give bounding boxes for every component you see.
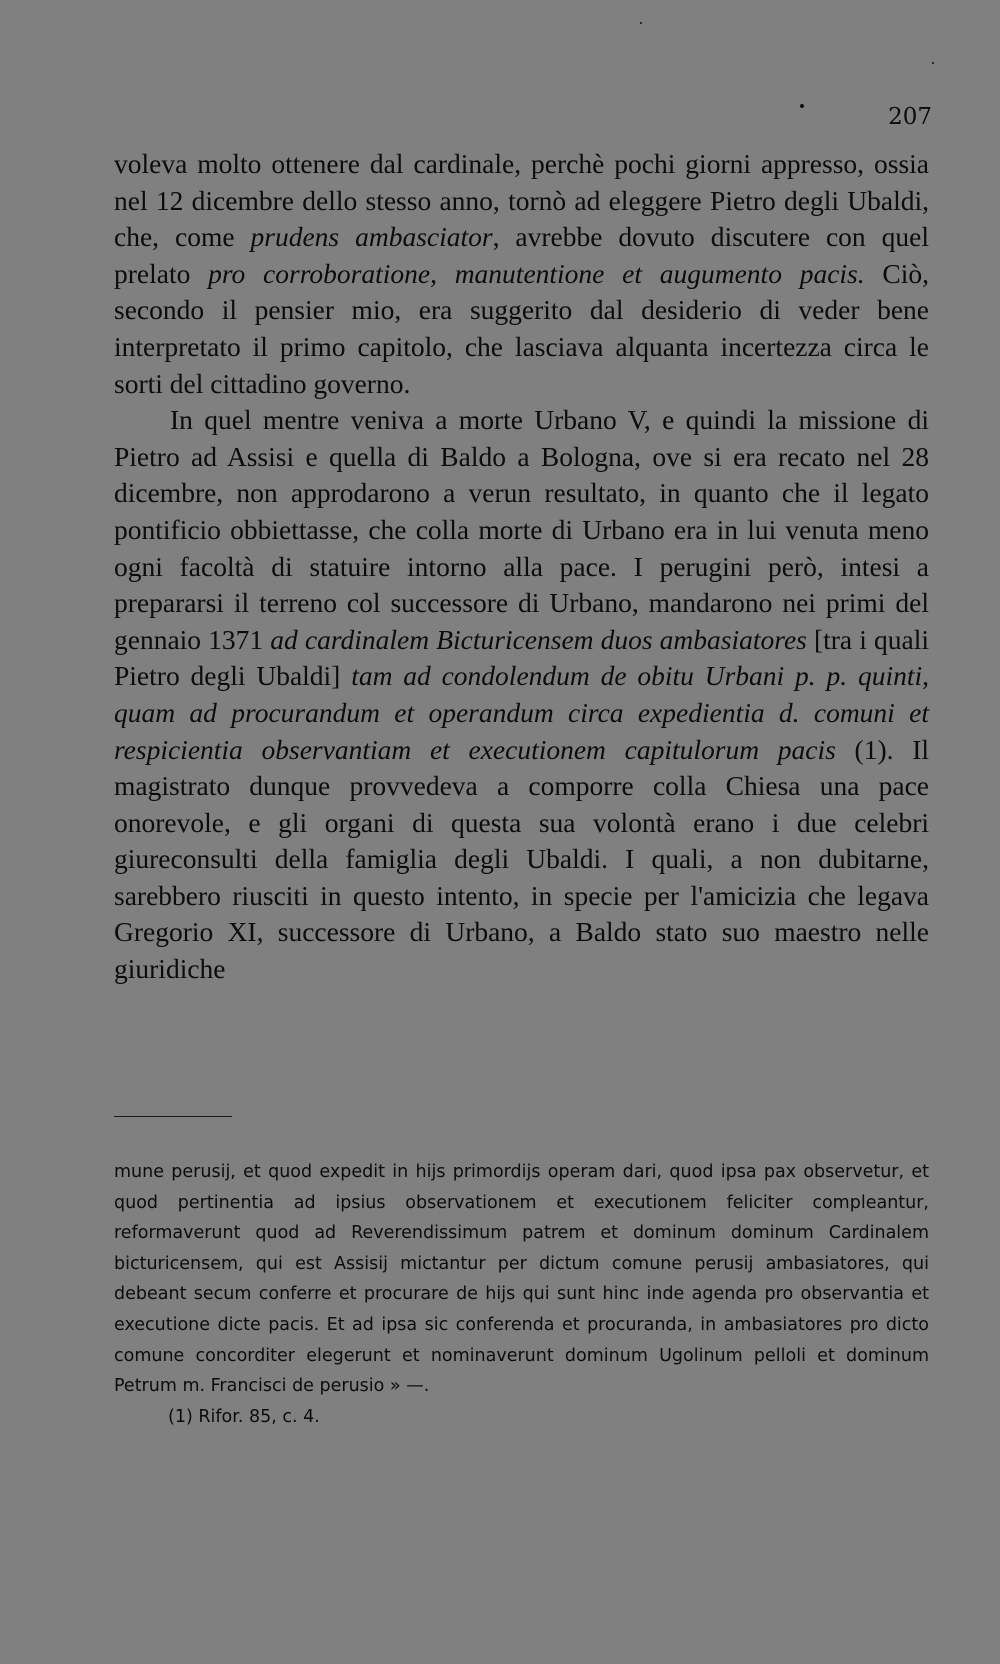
paragraph-2-text-3: (1). Il magistrato dunque provvedeva a comporre colla Chiesa una pace onorevole, e gli organi di questa sua volontà erano i due celebri giureconsulti della famiglia degli Ubaldi. I quali, a non dubitarne, sarebbero riusciti in questo intento, in specie per l'amicizia che legava Gregorio XI, successore di Urbano, a Baldo stato suo maestro nelle giuridiche (114, 733, 929, 985)
paragraph-1-text-1: voleva molto ottenere dal cardinale, perchè pochi giorni appresso, ossia nel 12 dicembre dello stesso anno, tornò ad eleggere Pietro degli Ubaldi, che, come (114, 148, 929, 253)
footnote-continued: mune perusij, et quod expedit in hijs primordijs operam dari, quod ipsa pax observetur, et quod pertinentia ad ipsius observationem et executionem feliciter compleantur, reformaverunt quod ad Reverendissimum patrem et dominum dominum Cardinalem bicturicensem, qui est Assisij mictantur per dictum comune perusij ambasiatores, qui debeant secum conferre et procurare de hijs qui sunt hinc inde agenda pro observantia et executione dicte pacis. Et ad ipsa sic conferenda et procuranda, in ambasiatores pro dicto comune concorditer elegerunt et nominaverunt dominum Ugolinum pelloli et dominum Petrum m. Francisci de perusio » —. (114, 1162, 929, 1397)
footnotes (114, 1157, 929, 1432)
paragraph-1-latin-1: prudens ambasciator (250, 221, 493, 253)
scan-speck (640, 22, 642, 24)
paragraph-1 (114, 146, 929, 402)
footnote-1: (1) Rifor. 85, c. 4. (168, 1406, 320, 1427)
paragraph-2-text-1: In quel mentre veniva a morte Urbano V, e quindi la missione di Pietro ad Assisi e quella di Baldo a Bologna, ove si era recato nel 28 dicembre, non approdarono a verun resultato, in quanto che il legato pontificio obbiettasse, che colla morte di Urbano era in lui venuta meno ogni facoltà di statuire intorno alla pace. I perugini però, intesi a prepararsi il terreno col successore di Urbano, mandarono nei primi del gennaio 1371 (114, 404, 929, 655)
page-number: 207 (888, 104, 932, 130)
footnote-separator (114, 1116, 232, 1117)
paragraph-1-latin-2: pro corroboratione, manutentione et augumento pacis. (208, 257, 865, 289)
paragraph-1-text-2: , avrebbe dovuto discutere con quel prelato (114, 221, 929, 289)
paragraph-2-text-2: [tra i quali Pietro degli Ubaldi] (114, 623, 929, 692)
paragraph-2-latin-2: tam ad condolendum de obitu Urbani p. p. quinti, quam ad procurandum et operandum circa expedientia d. comuni et respicientia observantiam et executionem capitulorum pacis (114, 660, 929, 765)
paragraph-1-text-3: Ciò, secondo il pensier mio, era suggerito dal desiderio di veder bene interpretato il primo capitolo, che lasciava alquanta incertezza circa le sorti del cittadino governo. (114, 257, 929, 399)
paragraph-2 (114, 402, 929, 988)
main-text (114, 146, 929, 988)
scan-speck (800, 104, 804, 108)
scan-speck (932, 62, 934, 64)
paragraph-2-latin-1: ad cardinalem Bicturicensem duos ambasiatores (270, 623, 807, 655)
